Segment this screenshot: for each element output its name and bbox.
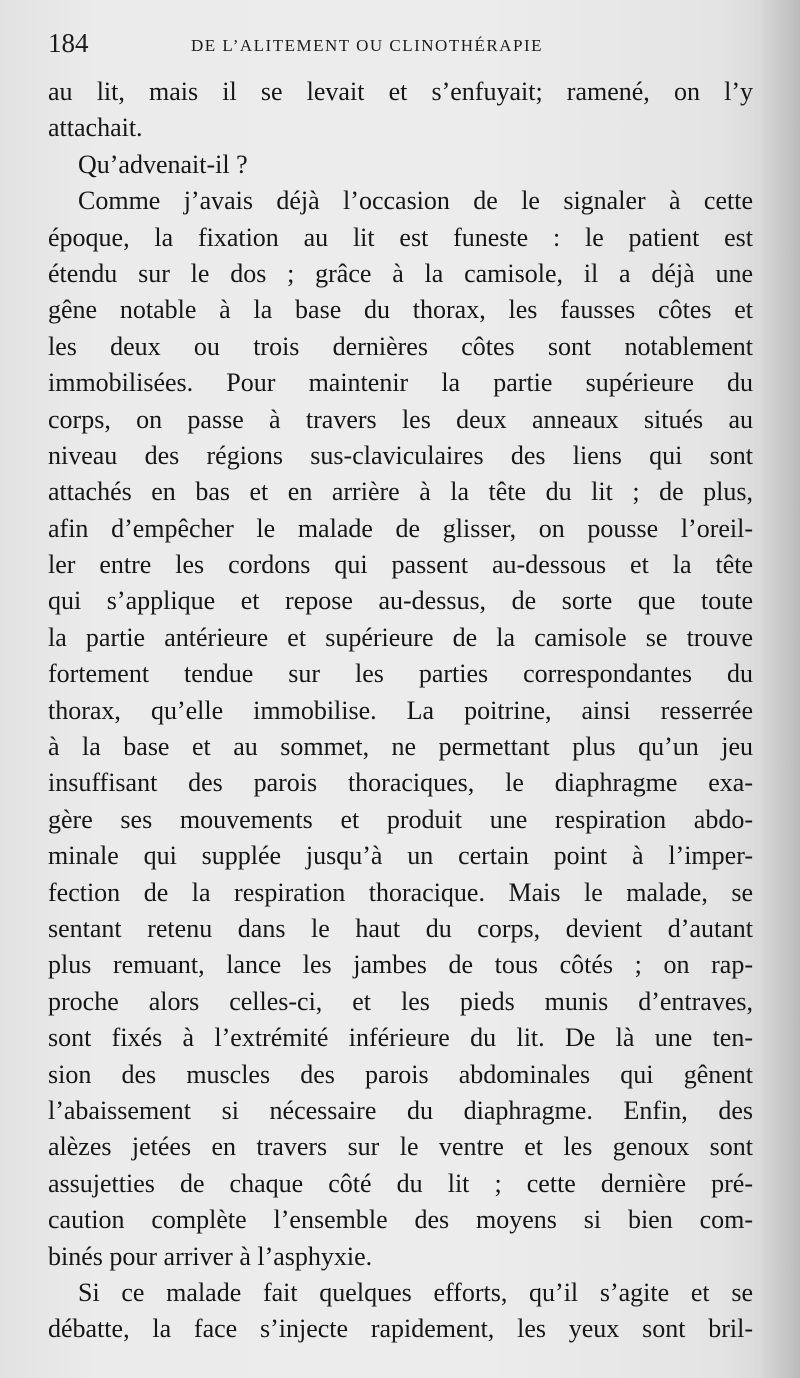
- text-line: étendu sur le dos ; grâce à la camisole, il a déjà une: [48, 258, 753, 288]
- text-line: au lit, mais il se levait et s’enfuyait; ramené, on l’y: [48, 77, 753, 106]
- text-line: époque, la fixation au lit est funeste : le patient est: [48, 222, 753, 252]
- text-line: binés pour arriver à l’asphyxie.: [48, 1241, 373, 1271]
- text-line: afin d’empêcher le malade de glisser, on pousse l’oreil-: [48, 513, 753, 543]
- text-line: fortement tendue sur les parties correspondantes du: [48, 659, 753, 689]
- text-line: les deux ou trois dernières côtes sont notablement: [48, 331, 753, 361]
- text-line: fection de la respiration thoracique. Mais le malade, se: [48, 877, 753, 907]
- text-line: proche alors celles-ci, et les pieds munis d’entraves,: [48, 986, 753, 1016]
- text-line: la partie antérieure et supérieure de la camisole se trouve: [48, 622, 753, 652]
- text-line: assujetties de chaque côté du lit ; cette dernière pré-: [48, 1168, 753, 1198]
- text-line: minale qui supplée jusqu’à un certain point à l’imper-: [48, 841, 753, 871]
- text-line: immobilisées. Pour maintenir la partie supérieure du: [48, 368, 753, 398]
- text-line: insuffisant des parois thoraciques, le diaphragme exa-: [48, 768, 753, 798]
- text-line: Qu’advenait-il ?: [78, 149, 248, 179]
- page-edge-shadow: [760, 0, 800, 1378]
- page-number: 184: [48, 28, 89, 58]
- text-line: qui s’applique et repose au-dessus, de sorte que toute: [48, 586, 753, 616]
- text-line: sentant retenu dans le haut du corps, devient d’autant: [48, 913, 753, 943]
- text-line: corps, on passe à travers les deux anneaux situés au: [48, 404, 753, 434]
- text-line: niveau des régions sus-claviculaires des liens qui sont: [48, 440, 753, 470]
- text-line: gêne notable à la base du thorax, les fausses côtes et: [48, 295, 753, 325]
- text-line: Comme j’avais déjà l’occasion de le signaler à cette: [78, 186, 753, 216]
- body-text: [48, 74, 753, 1348]
- text-line: gère ses mouvements et produit une respiration abdo-: [48, 804, 753, 834]
- text-line: attachait.: [48, 113, 143, 143]
- text-line: attachés en bas et en arrière à la tête du lit ; de plus,: [48, 477, 753, 507]
- text-line: l’abaissement si nécessaire du diaphragme. Enfin, des: [48, 1095, 753, 1125]
- text-line: sion des muscles des parois abdominales qui gênent: [48, 1059, 753, 1089]
- text-line: ler entre les cordons qui passent au-dessous et la tête: [48, 550, 753, 580]
- text-line: Si ce malade fait quelques efforts, qu’il s’agite et se: [78, 1277, 753, 1307]
- running-title: DE L’ALITEMENT OU CLINOTHÉRAPIE: [191, 36, 543, 55]
- text-line: à la base et au sommet, ne permettant plus qu’un jeu: [48, 732, 753, 762]
- text-line: caution complète l’ensemble des moyens si bien com-: [48, 1205, 753, 1235]
- text-line: plus remuant, lance les jambes de tous côtés ; on rap-: [48, 950, 753, 980]
- text-line: débatte, la face s’injecte rapidement, les yeux sont bril-: [48, 1314, 753, 1344]
- text-line: alèzes jetées en travers sur le ventre et les genoux sont: [48, 1132, 753, 1162]
- page-header: [48, 28, 748, 68]
- text-line: sont fixés à l’extrémité inférieure du lit. De là une ten-: [48, 1023, 753, 1053]
- text-line: thorax, qu’elle immobilise. La poitrine, ainsi resserrée: [48, 695, 753, 725]
